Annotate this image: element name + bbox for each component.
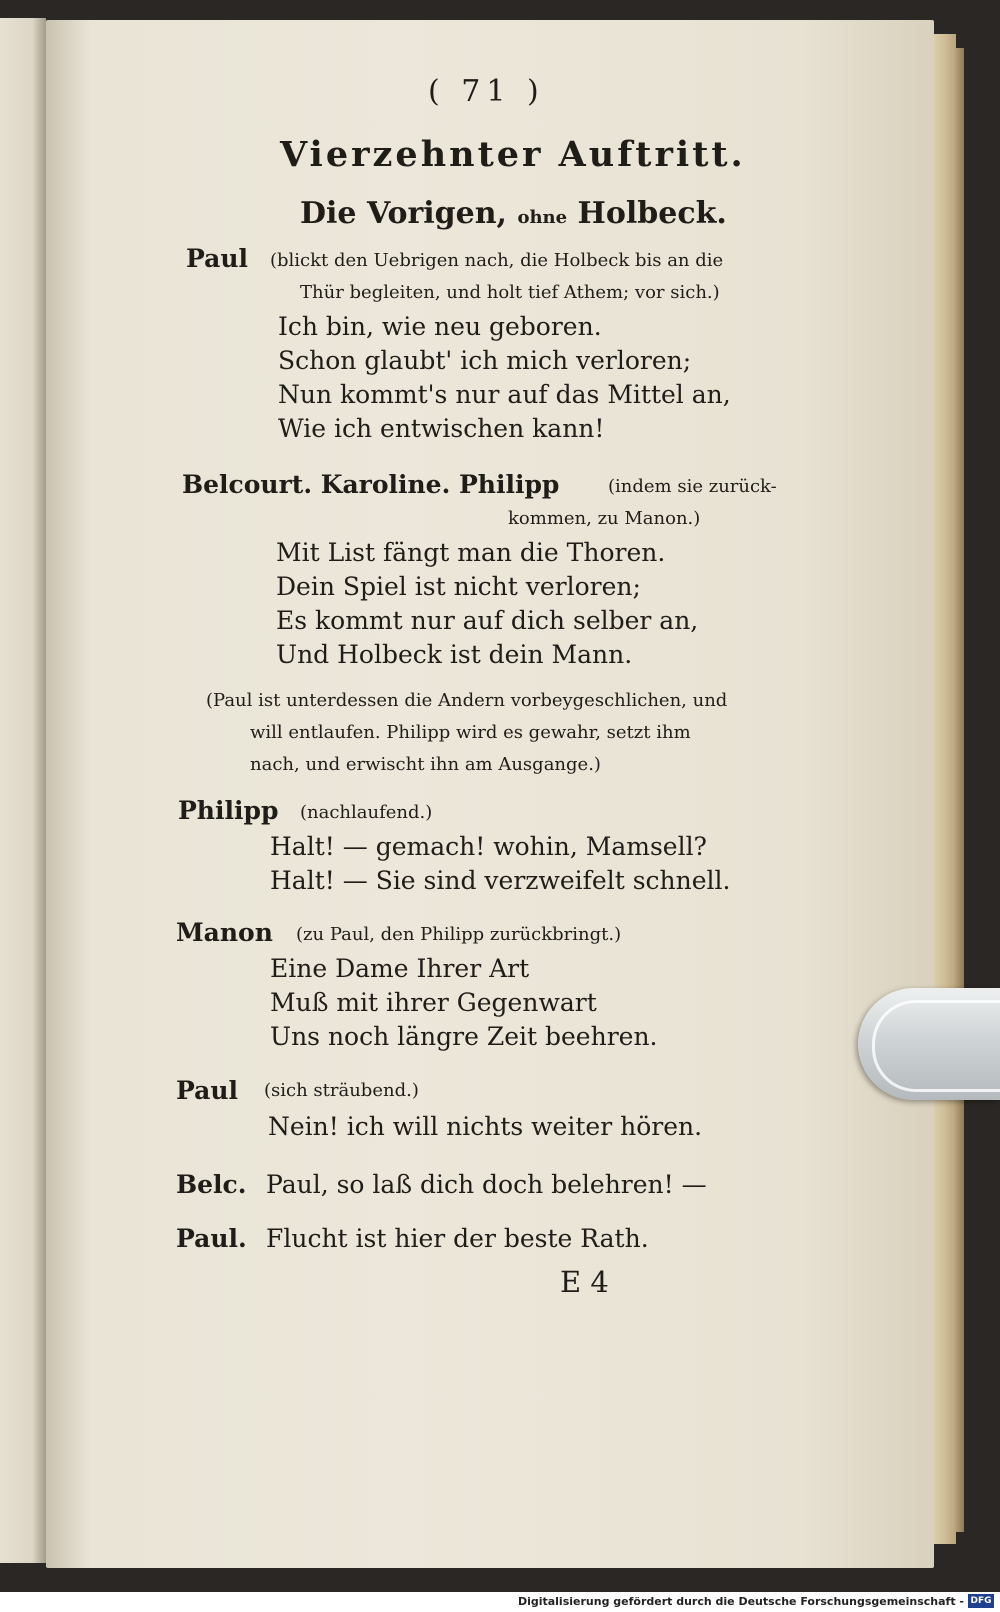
speaker-name: Belc. [176,1170,247,1199]
speaker-name: Paul. [176,1224,247,1253]
verse-line: Flucht ist hier der beste Rath. [266,1224,649,1253]
speaker-name: Manon [176,918,273,947]
verse-line: Dein Spiel ist nicht verloren; [276,572,641,601]
speaker-name: Philipp [178,796,279,825]
stage-direction: Thür begleiten, und holt tief Athem; vor sich.) [300,282,720,303]
verse-line: Mit List fängt man die Thoren. [276,538,666,567]
stage-direction: (zu Paul, den Philipp zurückbringt.) [296,924,622,945]
stage-direction: (blickt den Uebrigen nach, die Holbeck bis an die [270,250,724,271]
catchword: E 4 [560,1265,609,1299]
verse-line: Muß mit ihrer Gegenwart [270,988,597,1017]
speaker-name: Paul [176,1076,238,1105]
scene-heading: Vierzehnter Auftritt. [280,134,746,175]
verse-line: Halt! — gemach! wohin, Mamsell? [270,832,707,861]
stage-direction: (sich sträubend.) [264,1080,419,1101]
stage-direction: will entlaufen. Philipp wird es gewahr, setzt ihm [250,722,691,743]
verse-line: Uns noch längre Zeit beehren. [270,1022,658,1051]
verse-line: Halt! — Sie sind verzweifelt schnell. [270,866,731,895]
speaker-name: Paul [186,244,248,273]
scene-subheading [300,196,727,231]
verse-line: Wie ich entwischen kann! [278,414,605,443]
subheading-main: Die Vorigen, [300,196,507,231]
page-clip-highlight [872,1000,1000,1092]
verse-line: Paul, so laß dich doch belehren! — [266,1170,707,1199]
stage-direction: (indem sie zurück- [608,476,777,497]
dfg-logo: DFG [968,1594,994,1608]
speaker-name: Belcourt. Karoline. Philipp [182,470,560,499]
verse-line: Schon glaubt' ich mich verloren; [278,346,692,375]
page-stack-edge-dark [952,48,964,1532]
subheading-tail: Holbeck. [577,196,727,231]
digitization-credit: Digitalisierung gefördert durch die Deutsche Forschungsgemeinschaft - [517,1595,964,1608]
verse-line: Und Holbeck ist dein Mann. [276,640,633,669]
verse-line: Es kommt nur auf dich selber an, [276,606,699,635]
stage-direction: (nachlaufend.) [300,802,433,823]
verse-line: Eine Dame Ihrer Art [270,954,530,983]
verse-line: Ich bin, wie neu geboren. [278,312,602,341]
facing-page-edge [0,18,46,1563]
subheading-small: ohne [517,207,568,228]
page-number: ( 71 ) [428,74,545,109]
stage-direction: (Paul ist unterdessen die Andern vorbeygeschlichen, und [206,690,728,711]
stage-direction: kommen, zu Manon.) [508,508,701,529]
verse-line: Nun kommt's nur auf das Mittel an, [278,380,731,409]
verse-line: Nein! ich will nichts weiter hören. [268,1112,703,1141]
stage-direction: nach, und erwischt ihn am Ausgange.) [250,754,601,775]
